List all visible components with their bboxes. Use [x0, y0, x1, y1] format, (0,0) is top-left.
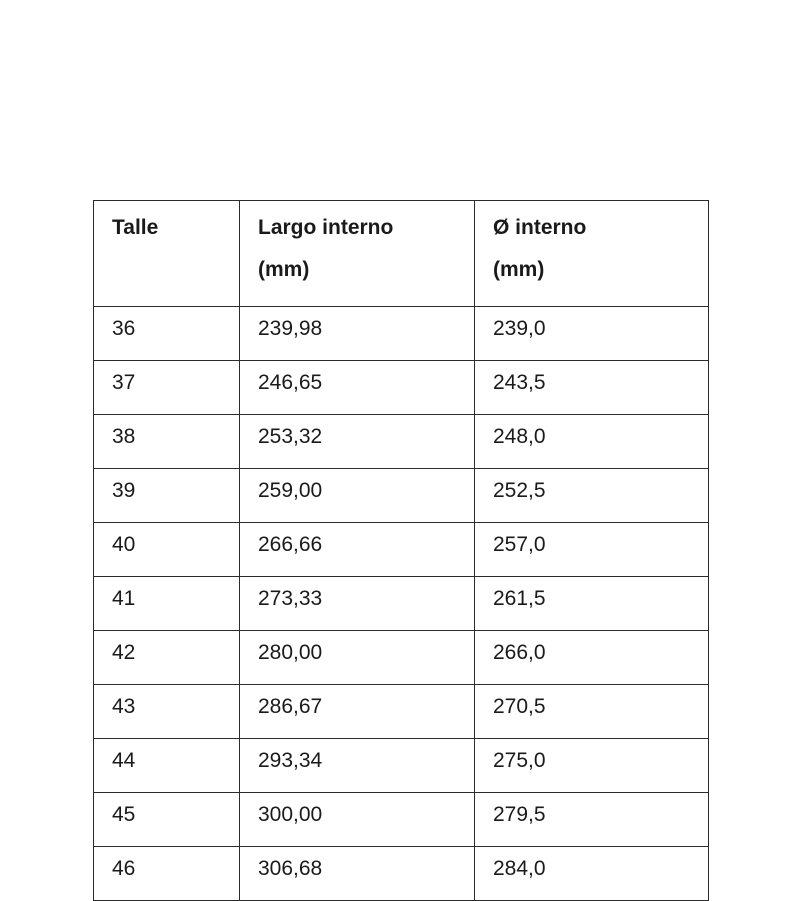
cell-talle: 40 [94, 523, 240, 577]
cell-largo-interno: 273,33 [240, 577, 475, 631]
cell-diametro-interno: 243,5 [475, 361, 709, 415]
cell-largo-interno: 266,66 [240, 523, 475, 577]
column-header-largo-interno-title: Largo interno [258, 216, 394, 239]
size-chart-table [93, 200, 709, 901]
table-header [94, 201, 709, 307]
cell-largo-interno: 239,98 [240, 307, 475, 361]
cell-largo-interno: 259,00 [240, 469, 475, 523]
cell-diametro-interno: 252,5 [475, 469, 709, 523]
table-row [94, 307, 709, 361]
cell-diametro-interno: 279,5 [475, 793, 709, 847]
cell-largo-interno: 306,68 [240, 847, 475, 901]
cell-diametro-interno: 257,0 [475, 523, 709, 577]
cell-diametro-interno: 284,0 [475, 847, 709, 901]
table-row [94, 415, 709, 469]
cell-largo-interno: 300,00 [240, 793, 475, 847]
table-row [94, 469, 709, 523]
cell-largo-interno: 286,67 [240, 685, 475, 739]
table-row [94, 523, 709, 577]
cell-diametro-interno: 261,5 [475, 577, 709, 631]
table-row [94, 631, 709, 685]
cell-diametro-interno: 275,0 [475, 739, 709, 793]
cell-talle: 37 [94, 361, 240, 415]
table-body [94, 307, 709, 901]
cell-diametro-interno: 239,0 [475, 307, 709, 361]
cell-talle: 42 [94, 631, 240, 685]
column-header-largo-interno-unit: (mm) [258, 257, 310, 281]
cell-diametro-interno: 248,0 [475, 415, 709, 469]
cell-talle: 43 [94, 685, 240, 739]
cell-diametro-interno: 266,0 [475, 631, 709, 685]
cell-largo-interno: 246,65 [240, 361, 475, 415]
cell-talle: 36 [94, 307, 240, 361]
cell-largo-interno: 253,32 [240, 415, 475, 469]
column-header-talle-title: Talle [112, 216, 159, 239]
cell-talle: 45 [94, 793, 240, 847]
table-header-row [94, 201, 709, 307]
cell-talle: 39 [94, 469, 240, 523]
column-header-diametro-interno-title: Ø interno [493, 216, 587, 239]
column-header-diametro-interno [475, 201, 709, 307]
table-row [94, 793, 709, 847]
column-header-talle [94, 201, 240, 307]
table-row [94, 685, 709, 739]
table-row [94, 847, 709, 901]
cell-largo-interno: 280,00 [240, 631, 475, 685]
cell-talle: 46 [94, 847, 240, 901]
cell-largo-interno: 293,34 [240, 739, 475, 793]
table-row [94, 361, 709, 415]
size-chart-container [93, 200, 708, 901]
table-row [94, 577, 709, 631]
column-header-largo-interno [240, 201, 475, 307]
column-header-diametro-interno-unit: (mm) [493, 257, 545, 281]
cell-talle: 38 [94, 415, 240, 469]
cell-talle: 41 [94, 577, 240, 631]
cell-diametro-interno: 270,5 [475, 685, 709, 739]
cell-talle: 44 [94, 739, 240, 793]
table-row [94, 739, 709, 793]
